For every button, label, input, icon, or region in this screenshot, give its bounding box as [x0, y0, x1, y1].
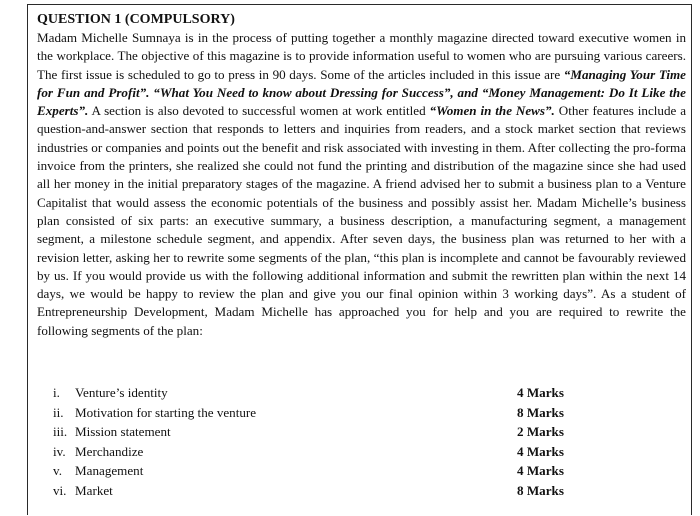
- item-number: iii.: [53, 424, 68, 439]
- item-number: vi.: [53, 482, 67, 498]
- paragraph-intro: Madam Michelle Sumnaya is in the process of putting together a monthly magazine directed toward executive women in the workplace. The objective of this magazine is to provide information useful to women who are pursuing various careers. The first issue is scheduled to go to press in 90 days. Some of the articles included in this issue are: [37, 30, 686, 82]
- list-item: [53, 383, 573, 403]
- segments-list: [53, 383, 573, 500]
- item-marks: 8 Marks: [517, 404, 564, 420]
- paragraph-body: Other features include a question-and-answer section that responds to letters and inquiries from readers, and a stock market section that reviews industries or companies and points out the benefit and risk associated with investing in them. After collecting the pro-forma invoice from the printers, she realized she could not fund the printing and distribution of the magazine since she had used all her money in the initial preparatory stages of the magazine. A friend advised her to submit a business plan to a Venture Capitalist that would assess the economic potentials of the business and possibly assist her. Madam Michelle’s business plan consisted of six parts: an executive summary, a business description, a manufacturing segment, a management segment, a milestone schedule segment, and appendix. After seven days, the business plan was returned to her with a revision letter, asking her to rewrite some segments of the plan, “this plan is incomplete and cannot be favourably reviewed by us. If you would provide us with the following additional information and submit the rewritten plan within the next 14 days, we would be happy to review the plan and give you our final opinion within 3 working days”. As a student of Entrepreneurship Development, Madam Michelle has approached you for help and you are required to rewrite the following segments of the plan:: [37, 103, 687, 338]
- item-label: Management: [75, 463, 144, 478]
- list-item: [53, 422, 573, 442]
- list-item: [53, 461, 573, 481]
- item-label: Market: [75, 482, 113, 498]
- item-marks: 4 Marks: [517, 385, 564, 400]
- item-marks: 8 Marks: [517, 482, 564, 498]
- question-paragraph: [37, 29, 686, 340]
- item-label: Mission statement: [75, 424, 171, 439]
- question-box: [27, 4, 692, 515]
- list-item: [53, 442, 573, 462]
- list-item: [53, 481, 573, 501]
- item-label: Motivation for starting the venture: [75, 404, 257, 420]
- item-number: ii.: [53, 404, 64, 420]
- item-label: Merchandize: [75, 443, 144, 459]
- item-label: Venture’s identity: [75, 385, 168, 400]
- item-marks: 4 Marks: [517, 463, 564, 478]
- article-titles: “Managing Your Time for Fun and Profit”. “What You Need to know about Dressing for Success”, and “Money Management: Do It Like the Experts”.: [37, 66, 686, 119]
- item-marks: 2 Marks: [517, 424, 564, 439]
- item-number: iv.: [53, 443, 66, 459]
- item-marks: 4 Marks: [517, 443, 564, 459]
- item-number: i.: [53, 385, 60, 400]
- question-heading: QUESTION 1 (COMPULSORY): [37, 12, 235, 27]
- list-item: [53, 403, 573, 423]
- paragraph-section-text: A section is also devoted to successful women at work entitled: [88, 103, 430, 119]
- item-number: v.: [53, 463, 62, 478]
- section-title: “Women in the News”.: [429, 103, 555, 119]
